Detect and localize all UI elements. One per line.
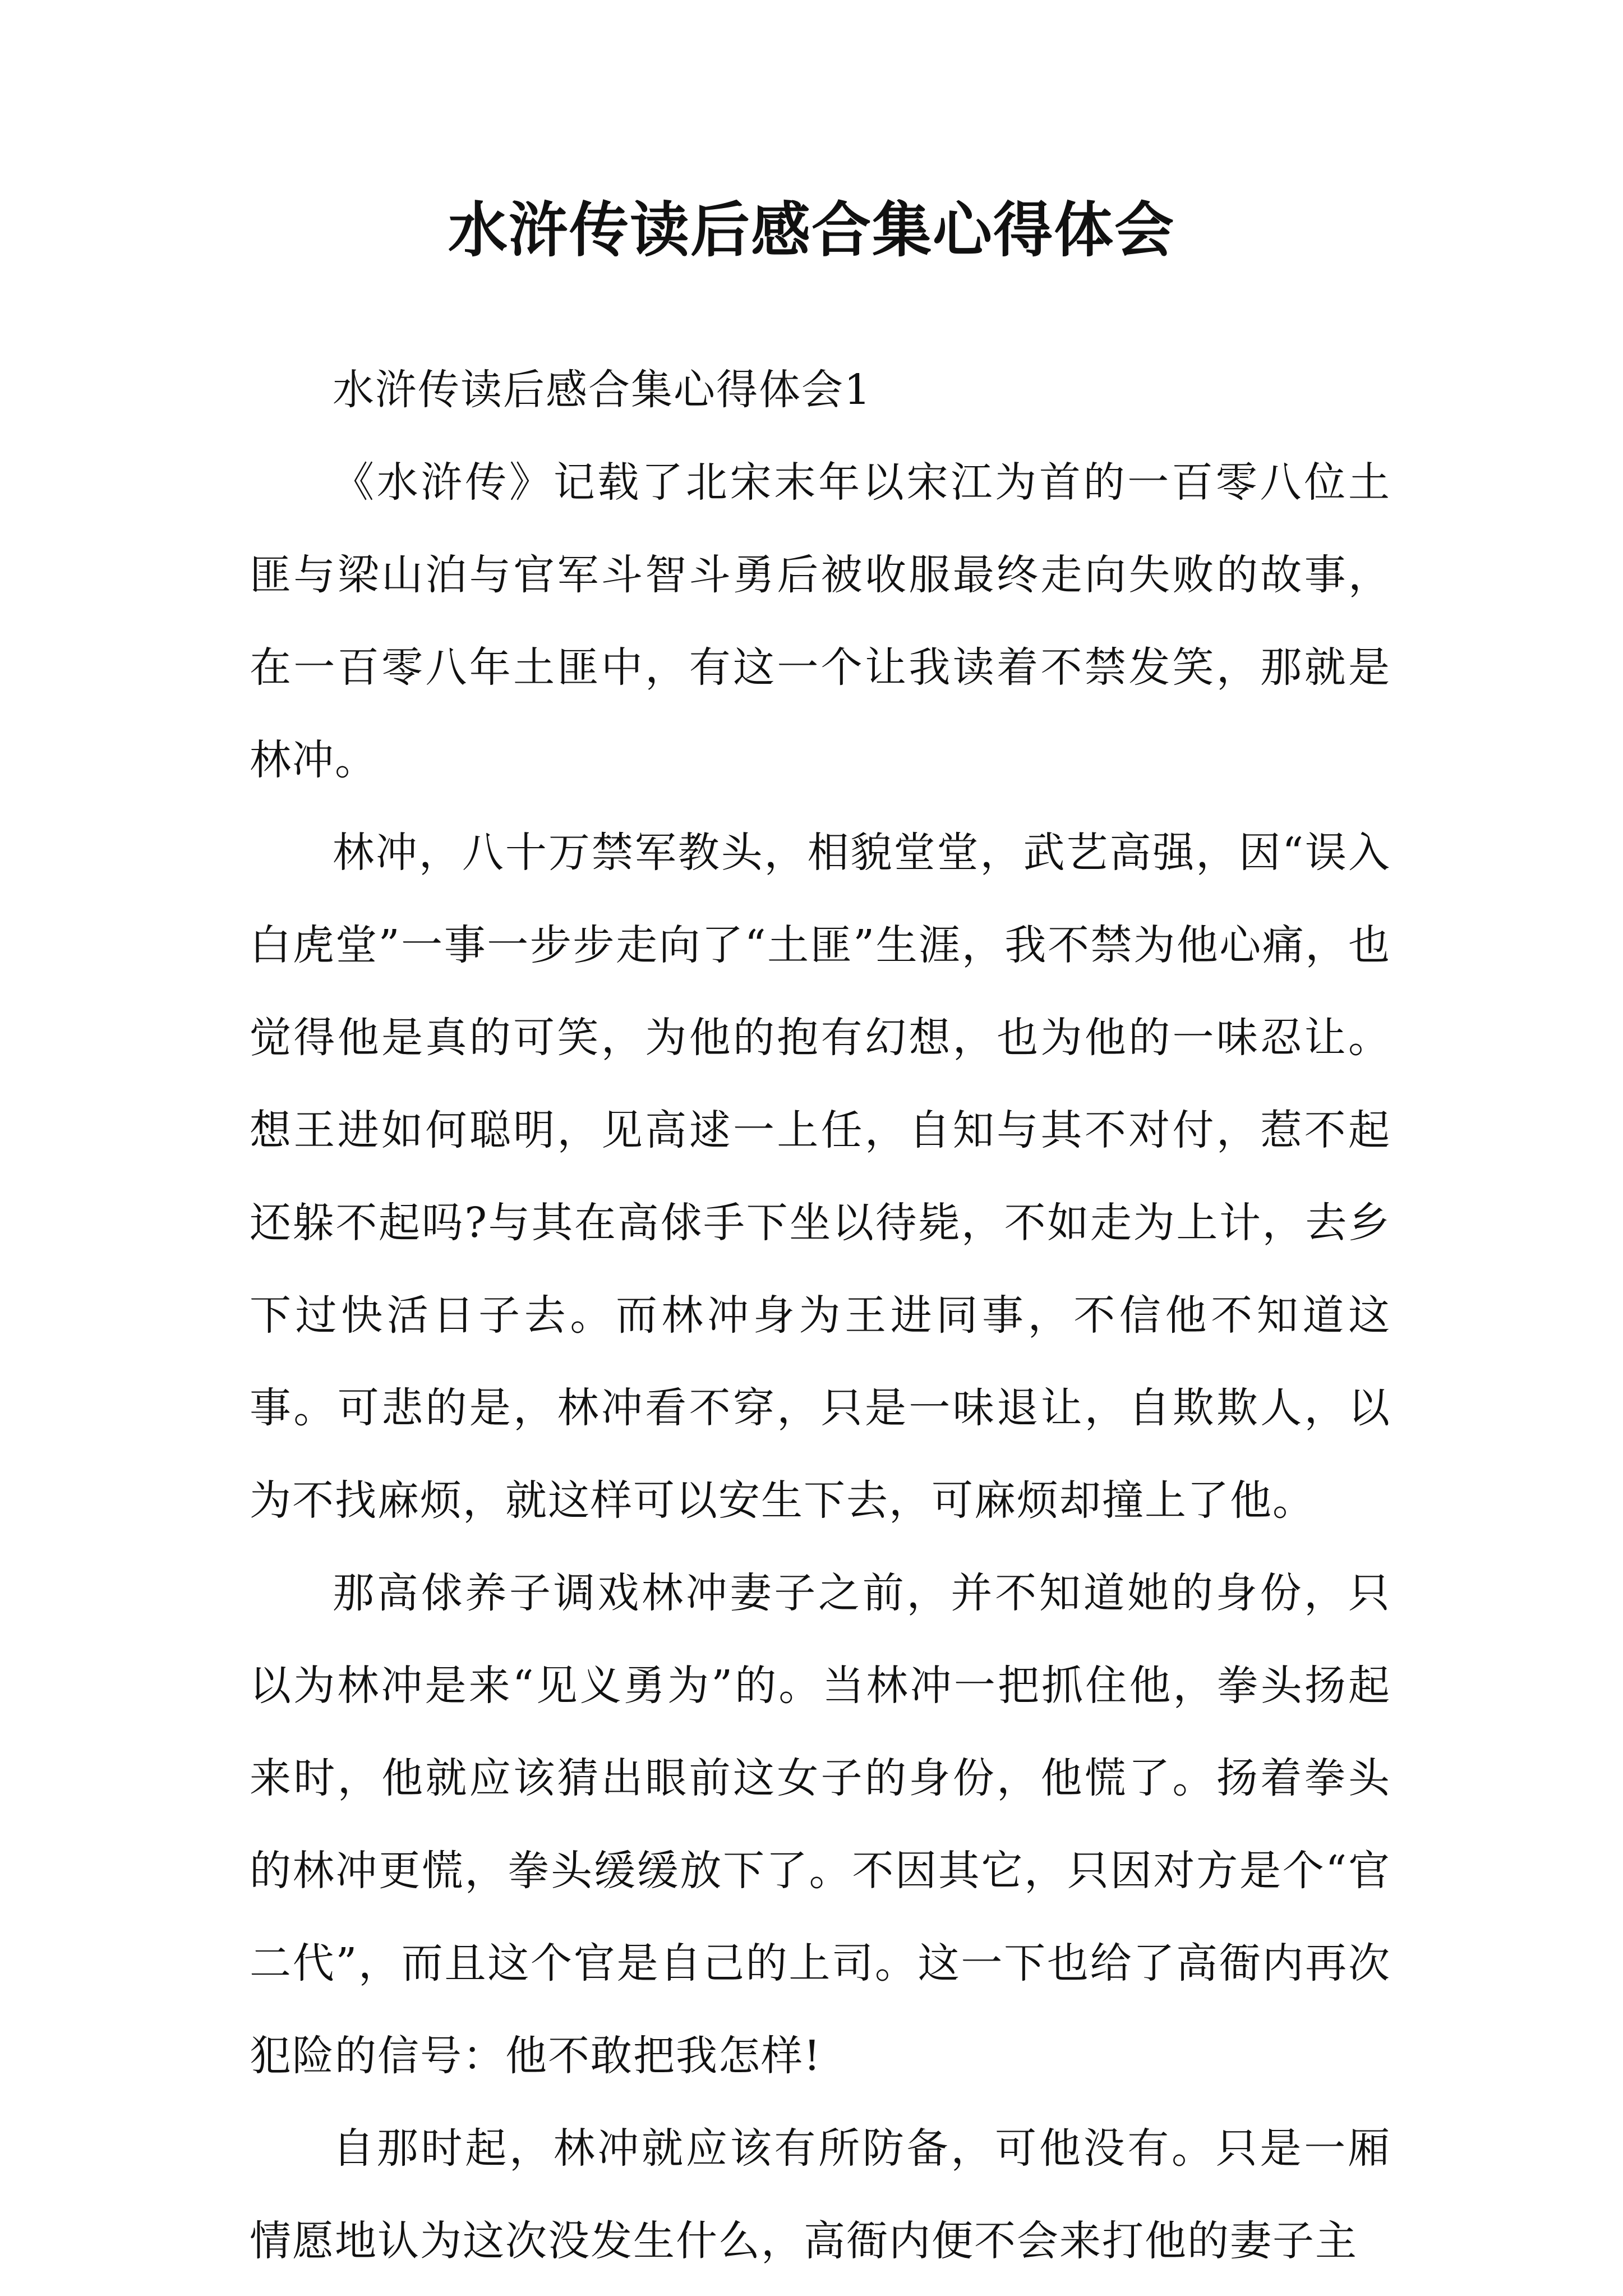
paragraph: 林冲，八十万禁军教头，相貌堂堂，武艺高强，因“误入白虎堂”一事一步步走向了“土匪”生涯，我不禁为他心痛，也觉得他是真的可笑，为他的抱有幻想，也为他的一味忍让。想王进如何聪明，见高逑一上任，自知与其不对付，惹不起还躲不起吗?与其在高俅手下坐以待毙，不如走为上计，去乡下过快活日子去。而林冲身为王进同事，不信他不知道这事。可悲的是，林冲看不穿，只是一味退让，自欺欺人，以为不找麻烦，就这样可以安生下去，可麻烦却撞上了他。: [250, 829, 1391, 1525]
document-title: 水浒传读后感合集心得体会: [448, 195, 1175, 265]
paragraph: 《水浒传》记载了北宋末年以宋江为首的一百零八位土匪与梁山泊与官军斗智斗勇后被收服最终走向失败的故事，在一百零八年土匪中，有这一个让我读着不禁发笑，那就是林冲。: [250, 458, 1391, 784]
paragraph: 那高俅养子调戏林冲妻子之前，并不知道她的身份，只以为林冲是来“见义勇为”的。当林冲一把抓住他，拳头扬起来时，他就应该猜出眼前这女子的身份，他慌了。扬着拳头的林冲更慌，拳头缓缓放下了。不因其它，只因对方是个“官二代”，而且这个官是自己的上司。这一下也给了高衙内再次犯险的信号：他不敢把我怎样!: [250, 1569, 1391, 2080]
document-body: [250, 344, 1391, 2288]
paragraph: 自那时起，林冲就应该有所防备，可他没有。只是一厢情愿地认为这次没发生什么，高衙内便不会来打他的妻子主: [250, 2124, 1391, 2265]
section-heading: 水浒传读后感合集心得体会1: [333, 366, 872, 414]
